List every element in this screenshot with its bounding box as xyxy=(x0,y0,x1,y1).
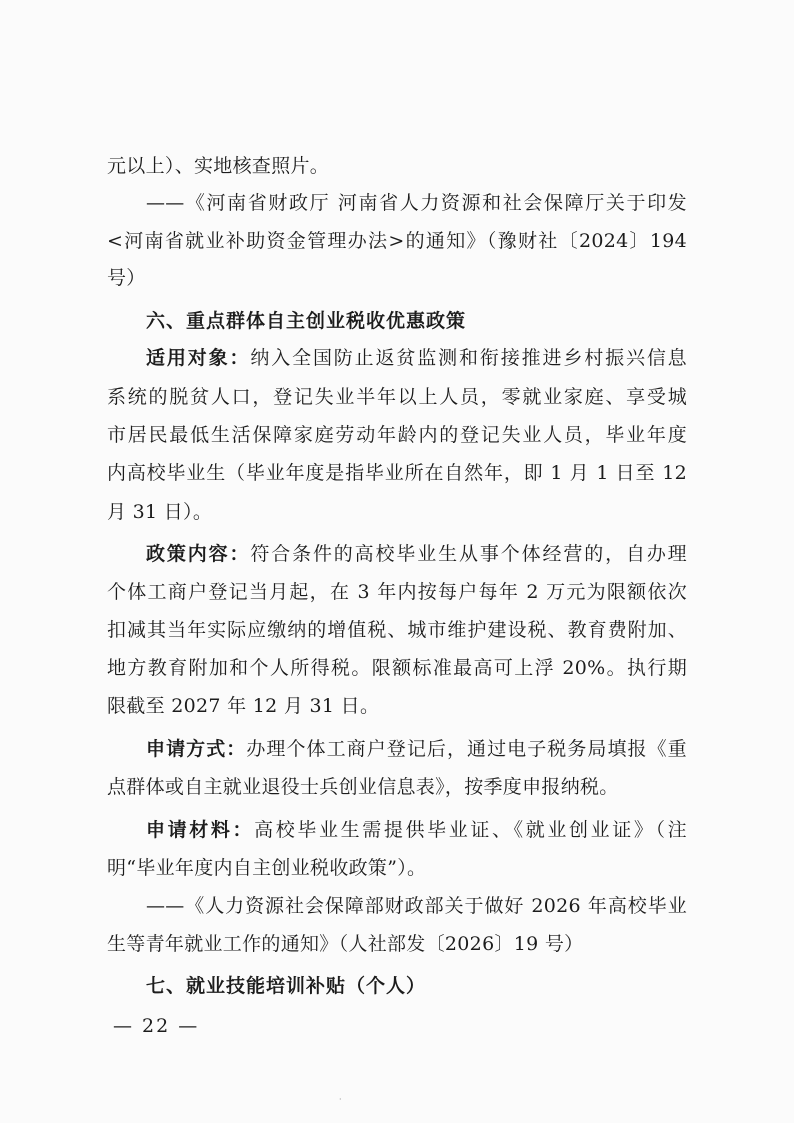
field-label: 适用对象： xyxy=(146,347,251,369)
paragraph-line: 明“毕业年度内自主创业税收政策”）。 xyxy=(107,857,427,879)
paragraph-line: 月 31 日）。 xyxy=(107,501,213,523)
paragraph-line xyxy=(146,542,687,566)
page-number: — 22 — xyxy=(113,1015,200,1037)
reference-line: ——《人力资源社会保障部财政部关于做好 2026 年高校毕业 xyxy=(146,895,687,917)
field-label: 申请方式： xyxy=(146,738,247,760)
section-heading: 七、就业技能培训补贴（个人） xyxy=(146,975,427,997)
paragraph-line: 个体工商户登记当月起，在 3 年内按每户每年 2 万元为限额依次 xyxy=(107,581,687,603)
text-line: 元以上）、实地核查照片。 xyxy=(107,155,330,177)
paragraph-line: 点群体或自主就业退役士兵创业信息表》，按季度申报纳税。 xyxy=(107,776,619,798)
paragraph-text: 办理个体工商户登记后，通过电子税务局填报《重 xyxy=(246,738,687,760)
reference-line: 生等青年就业工作的通知》（人社部发〔2026〕19 号） xyxy=(107,933,584,955)
reference-line: <河南省就业补助资金管理办法>的通知》（豫财社〔2024〕194 xyxy=(107,230,687,252)
paragraph-text: 高校毕业生需提供毕业证、《就业创业证》（注 xyxy=(254,819,687,841)
paragraph-line: 扣减其当年实际应缴纳的增值税、城市维护建设税、教育费附加、 xyxy=(107,619,687,641)
paragraph-line xyxy=(146,346,687,370)
paragraph-line: 内高校毕业生（毕业年度是指毕业所在自然年，即 1 月 1 日至 12 xyxy=(107,462,687,484)
paragraph-text: 纳入全国防止返贫监测和衔接推进乡村振兴信息 xyxy=(250,347,687,369)
paragraph-line xyxy=(146,737,687,761)
reference-line: 号） xyxy=(107,267,146,289)
section-heading: 六、重点群体自主创业税收优惠政策 xyxy=(146,310,467,332)
scan-speck: · xyxy=(339,1095,342,1104)
paragraph-line: 限截至 2027 年 12 月 31 日。 xyxy=(107,695,380,717)
reference-line: ——《河南省财政厅 河南省人力资源和社会保障厅关于印发 xyxy=(146,192,687,214)
paragraph-text: 符合条件的高校毕业生从事个体经营的，自办理 xyxy=(250,543,687,565)
field-label: 政策内容： xyxy=(146,543,251,565)
paragraph-line: 系统的脱贫人口，登记失业半年以上人员，零就业家庭、享受城 xyxy=(107,386,687,408)
paragraph-line xyxy=(146,818,687,842)
paragraph-line: 市居民最低生活保障家庭劳动年龄内的登记失业人员，毕业年度 xyxy=(107,424,687,446)
paragraph-line: 地方教育附加和个人所得税。限额标准最高可上浮 20%。执行期 xyxy=(107,657,687,679)
field-label: 申请材料： xyxy=(146,819,255,841)
